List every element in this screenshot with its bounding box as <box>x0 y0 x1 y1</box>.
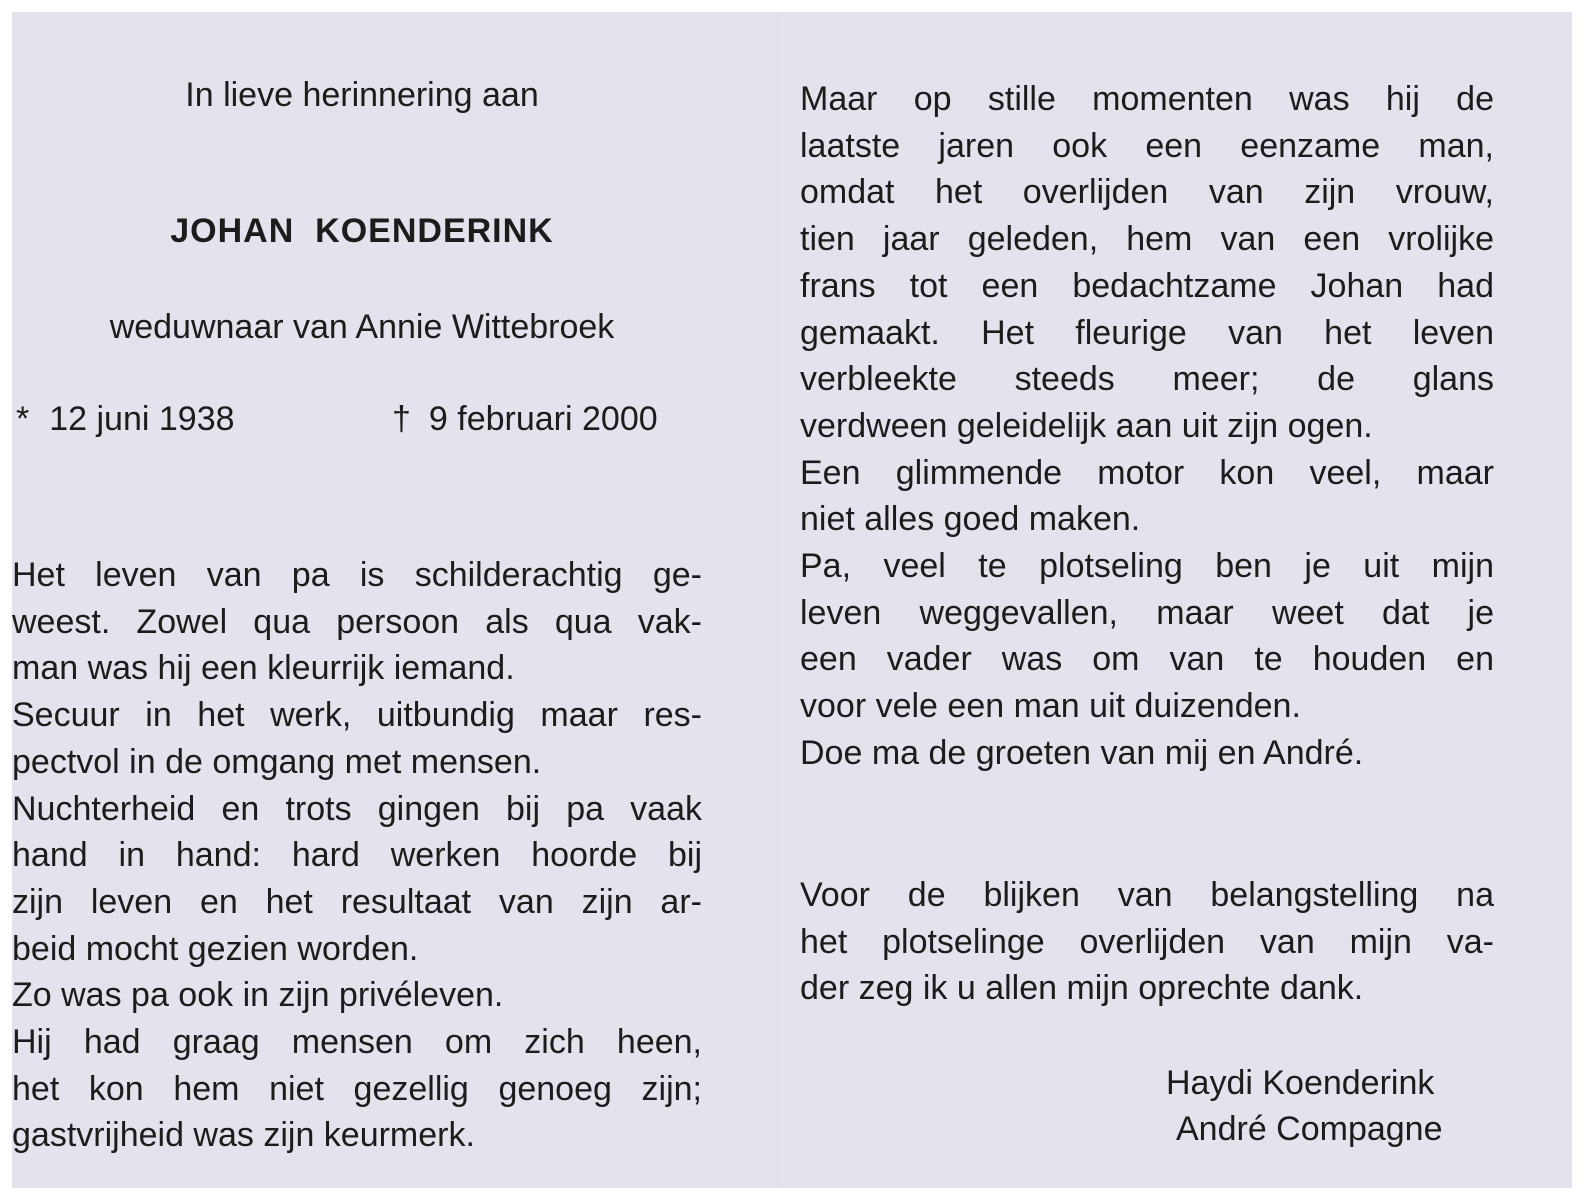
text-line: tien jaar geleden, hem van een vrolijke <box>800 220 1494 259</box>
text-line: Secuur in het werk, uitbundig maar res- <box>12 696 702 735</box>
text-line: gemaakt. Het fleurige van het leven <box>800 313 1494 352</box>
text-line: weest. Zowel qua persoon als qua vak- <box>12 602 702 641</box>
text-line: Het leven van pa is schilderachtig ge- <box>12 556 702 594</box>
death-date <box>392 400 658 439</box>
text-line: voor vele een man uit duizenden. <box>800 687 1301 726</box>
birth-date <box>16 400 235 439</box>
card-fold <box>777 12 780 1188</box>
text-line: leven weggevallen, maar weet dat je <box>800 593 1494 632</box>
right-panel <box>800 12 1494 1188</box>
text-line: Hij had graag mensen om zich heen, <box>12 1023 702 1062</box>
signature-andre: André Compagne <box>1176 1110 1443 1148</box>
text-line: laatste jaren ook een eenzame man, <box>800 126 1494 165</box>
text-line: Zo was pa ook in zijn privéleven. <box>12 976 504 1015</box>
memorial-card <box>12 12 1572 1188</box>
spouse-text: weduwnaar van Annie Wittebroek <box>109 308 615 346</box>
text-line: gastvrijheid was zijn keurmerk. <box>12 1116 475 1155</box>
text-line: Doe ma de groeten van mij en André. <box>800 733 1364 772</box>
thanks-paragraph <box>800 872 1494 1012</box>
birth-date-text: 12 juni 1938 <box>49 400 235 438</box>
death-cross-symbol: † <box>392 400 411 438</box>
tribute-paragraph <box>12 552 702 1159</box>
text-line: Pa, veel te plotseling ben je uit mijn <box>800 547 1494 586</box>
text-line: Voor de blijken van belangstelling na <box>800 876 1494 914</box>
text-line: verbleekte steeds meer; de glans <box>800 360 1494 399</box>
intro-text: In lieve herinnering aan <box>185 76 539 114</box>
text-line: Maar op stille momenten was hij de <box>800 80 1494 118</box>
text-line: Nuchterheid en trots gingen bij pa vaak <box>12 789 702 828</box>
memory-paragraph <box>800 76 1494 777</box>
text-line: verdween geleidelijk aan uit zijn ogen. <box>800 406 1373 445</box>
text-line: hand in hand: hard werken hoorde bij <box>12 836 702 875</box>
text-line: beid mocht gezien worden. <box>12 929 419 968</box>
signature-haydi: Haydi Koenderink <box>1166 1064 1435 1102</box>
left-panel <box>12 12 712 1188</box>
death-date-text: 9 februari 2000 <box>428 400 658 438</box>
text-line: frans tot een bedachtzame Johan had <box>800 266 1494 305</box>
text-line: het plotselinge overlijden van mijn va- <box>800 922 1494 961</box>
text-line: man was hij een kleurrijk iemand. <box>12 649 515 688</box>
text-line: een vader was om van te houden en <box>800 640 1494 679</box>
text-line: omdat het overlijden van zijn vrouw, <box>800 173 1494 212</box>
text-line: Een glimmende motor kon veel, maar <box>800 453 1494 492</box>
birth-symbol: * <box>16 400 30 438</box>
text-line: niet alles goed maken. <box>800 500 1141 539</box>
deceased-name: JOHAN KOENDERINK <box>170 212 554 250</box>
text-line: pectvol in de omgang met mensen. <box>12 742 542 781</box>
text-line: der zeg ik u allen mijn oprechte dank. <box>800 969 1364 1008</box>
text-line: zijn leven en het resultaat van zijn ar- <box>12 882 702 921</box>
text-line: het kon hem niet gezellig genoeg zijn; <box>12 1069 702 1108</box>
